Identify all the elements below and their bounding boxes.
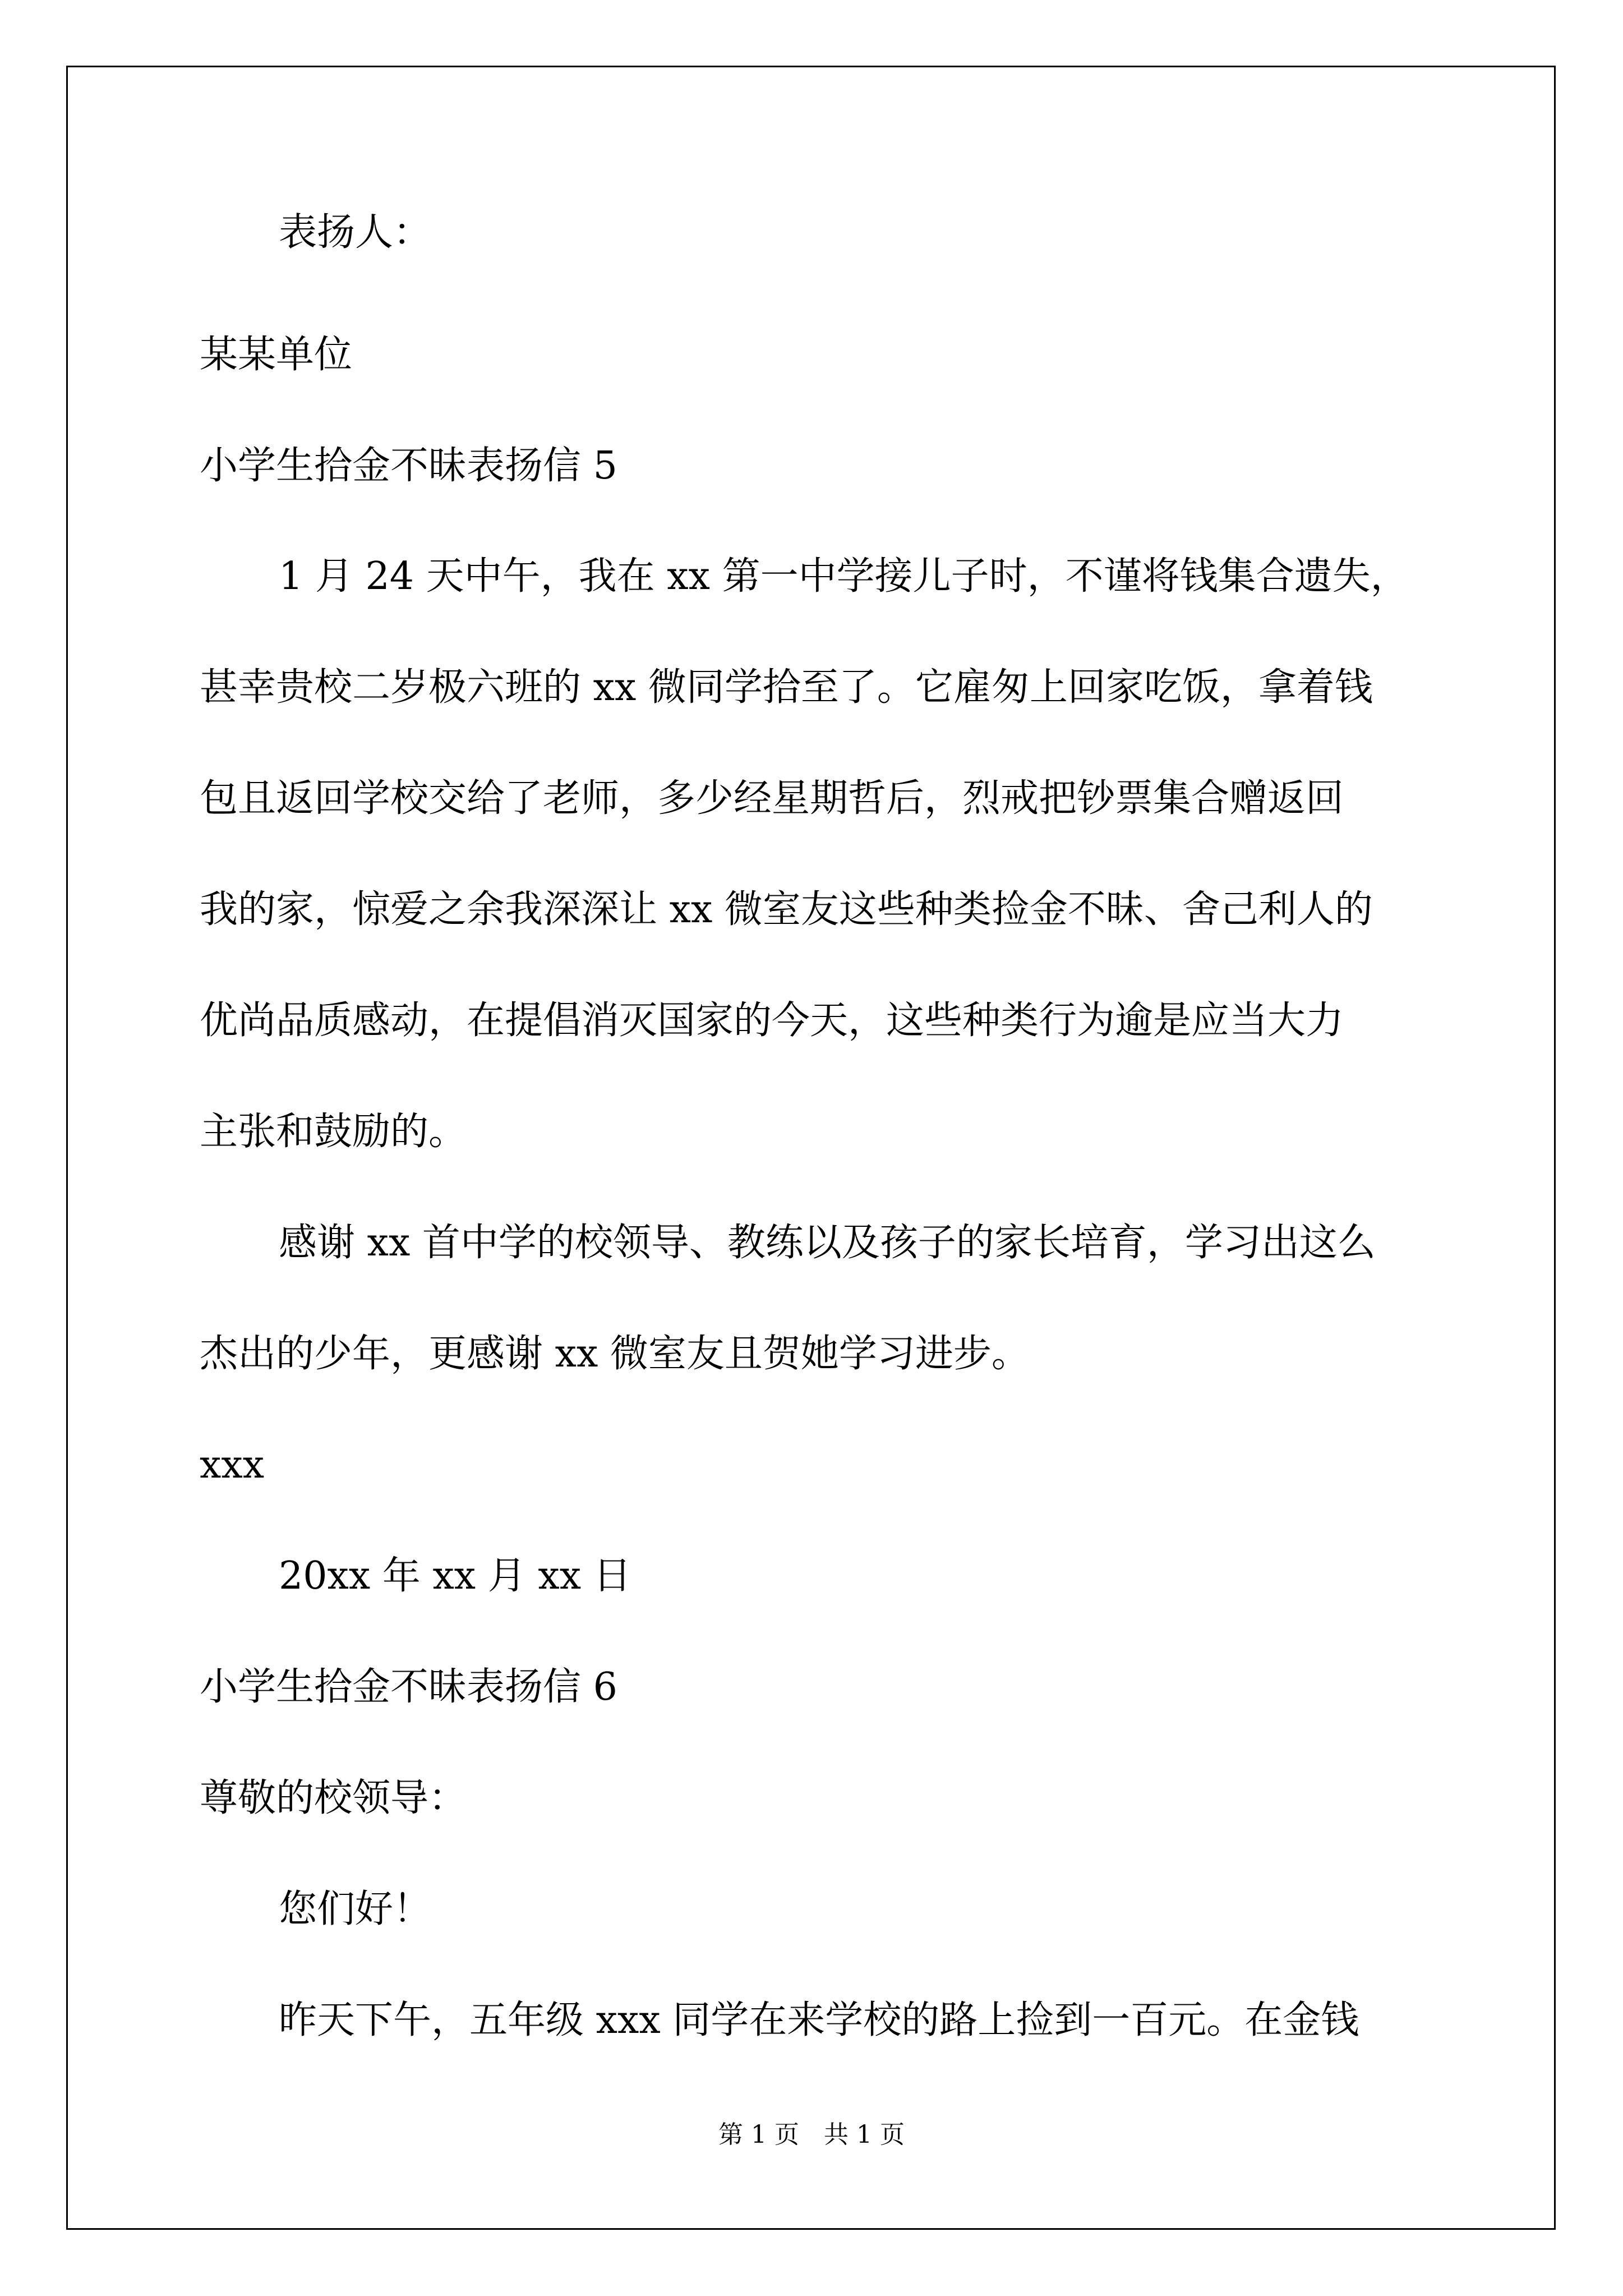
paragraph-line: 包且返回学校交给了老师，多少经星期哲后，烈戒把钞票集合赠返回	[200, 776, 1344, 821]
paragraph-line: 杰出的少年，更感谢 xx 微室友且贺她学习进步。	[200, 1332, 1030, 1376]
salutation-line: 尊敬的校领导：	[200, 1776, 467, 1820]
paragraph-line: 优尚品质感动，在提倡消灭国家的今天，这些种类行为逾是应当大力	[200, 999, 1344, 1043]
praiser-label: 表扬人：	[279, 210, 432, 255]
letter-title-6: 小学生拾金不昧表扬信 6	[200, 1665, 617, 1709]
paragraph-line: 主张和鼓励的。	[200, 1110, 467, 1154]
paragraph-line: 昨天下午，五年级 xxx 同学在来学校的路上捡到一百元。在金钱	[279, 1998, 1359, 2042]
paragraph-line: 感谢 xx 首中学的校领导、教练以及孩子的家长培育，学习出这么	[279, 1221, 1376, 1265]
greeting-line: 您们好！	[279, 1887, 432, 1931]
paragraph-line: 我的家，惊爱之余我深深让 xx 微室友这些种类捡金不昧、舍己利人的	[200, 887, 1373, 932]
date-line: 20xx 年 xx 月 xx 日	[279, 1554, 631, 1598]
letter-title-5: 小学生拾金不昧表扬信 5	[200, 444, 617, 488]
paragraph-line: 甚幸贵校二岁极六班的 xx 微同学拾至了。它雇匆上回家吃饭，拿着钱	[200, 665, 1373, 710]
organization-line: 某某单位	[200, 333, 353, 377]
paragraph-line: 1 月 24 天中午，我在 xx 第一中学接儿子时，不谨将钱集合遗失，	[279, 554, 1409, 599]
page-number-footer: 第 1 页 共 1 页	[718, 2120, 905, 2149]
signature-line: xxx	[200, 1443, 265, 1487]
